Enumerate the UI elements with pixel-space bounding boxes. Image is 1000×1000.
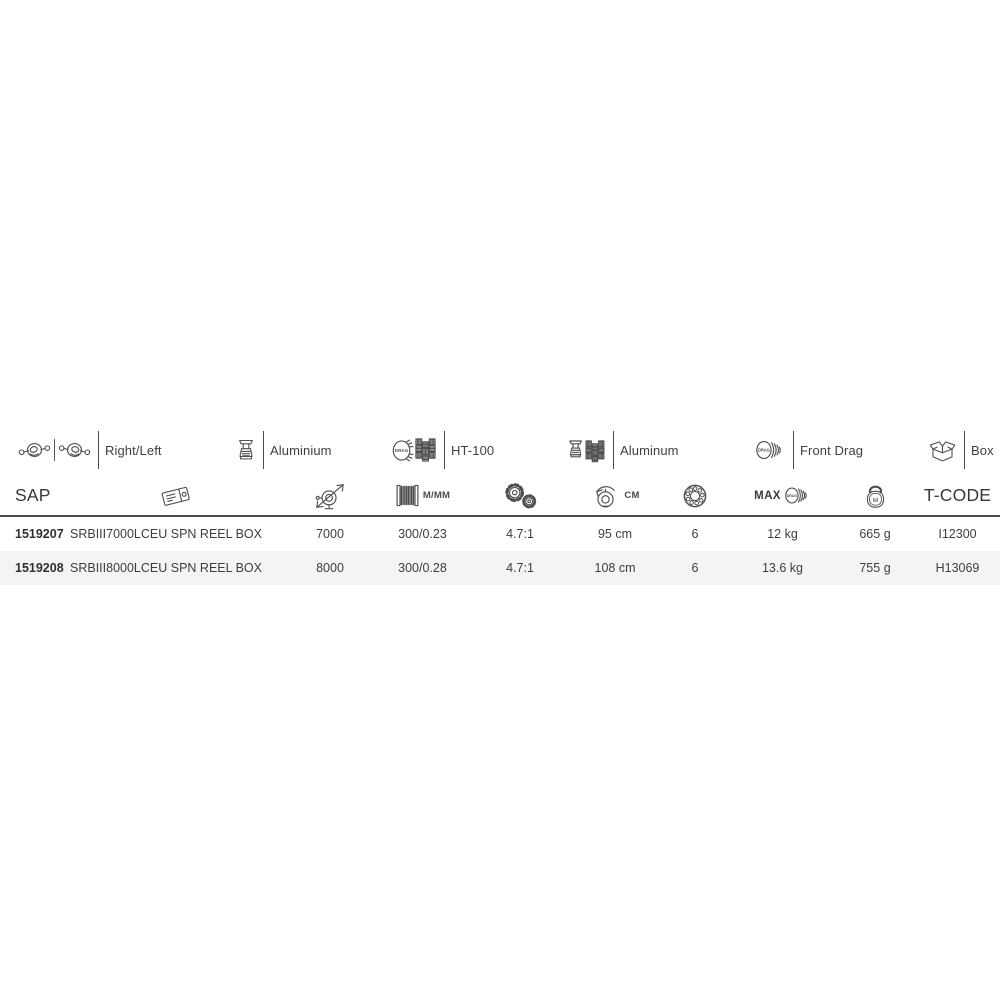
column-header-retrieve bbox=[590, 481, 639, 511]
feature-divider bbox=[964, 431, 965, 469]
capacity-unit-label: M/MM bbox=[422, 490, 451, 501]
cell-sap: 1519207 bbox=[15, 527, 64, 541]
features-bar bbox=[0, 429, 1000, 471]
feature-divider bbox=[98, 431, 99, 469]
svg-text:DRAG: DRAG bbox=[757, 447, 771, 453]
feature-label: Front Drag bbox=[800, 442, 864, 458]
reel-retrieve-icon bbox=[590, 481, 621, 511]
feature-label: Aluminium bbox=[270, 442, 332, 458]
svg-text:(g): (g) bbox=[872, 496, 878, 502]
cell-weight: 755 g bbox=[859, 561, 891, 575]
cell-capacity: 300/0.28 bbox=[398, 561, 447, 575]
feature-label: Aluminum bbox=[620, 442, 679, 458]
max-label: MAX bbox=[754, 489, 781, 502]
feature-divider bbox=[613, 431, 614, 469]
box-icon bbox=[928, 437, 957, 464]
cell-retrieve: 108 cm bbox=[594, 561, 636, 575]
cell-capacity: 300/0.23 bbox=[398, 527, 447, 541]
drag-washer-carbon-icon bbox=[391, 434, 437, 467]
cell-ratio: 4.7:1 bbox=[506, 527, 534, 541]
cell-model: SRBIII7000LCEU SPN REEL BOX bbox=[70, 527, 262, 541]
feature-packaging bbox=[928, 429, 994, 471]
spool-icon bbox=[236, 437, 256, 464]
cell-retrieve: 95 cm bbox=[597, 527, 633, 541]
column-header-tcode: T-CODE bbox=[923, 485, 992, 505]
cell-max-drag: 13.6 kg bbox=[761, 561, 803, 575]
cell-size: 8000 bbox=[316, 561, 344, 575]
cell-weight: 665 g bbox=[859, 527, 891, 541]
feature-label: Right/Left bbox=[105, 442, 162, 458]
column-header-size bbox=[312, 480, 348, 512]
feature-divider bbox=[793, 431, 794, 469]
column-header-sap: SAP bbox=[15, 485, 51, 505]
reel-right-icon bbox=[18, 437, 51, 463]
cell-ratio: 4.7:1 bbox=[506, 561, 534, 575]
table-header bbox=[0, 476, 1000, 517]
feature-spool-material bbox=[236, 429, 332, 471]
column-header-bearings bbox=[683, 484, 707, 508]
column-header-weight bbox=[864, 482, 887, 510]
feature-body-material bbox=[568, 429, 679, 471]
cell-tcode: I12300 bbox=[938, 527, 977, 541]
kettlebell-icon bbox=[864, 482, 887, 510]
cell-sap: 1519208 bbox=[15, 561, 64, 575]
price-tag-icon bbox=[158, 482, 198, 510]
column-header-model bbox=[158, 482, 198, 510]
reel-size-icon bbox=[312, 480, 348, 512]
cell-max-drag: 12 kg bbox=[767, 527, 798, 541]
reel-icon-separator bbox=[54, 439, 55, 461]
feature-divider bbox=[444, 431, 445, 469]
svg-text:DRAG: DRAG bbox=[786, 493, 797, 498]
column-header-max-drag bbox=[754, 485, 811, 506]
feature-drag-type bbox=[755, 429, 863, 471]
table-row bbox=[0, 551, 1000, 585]
drag-knob-icon bbox=[755, 438, 786, 462]
svg-text:DRAG: DRAG bbox=[394, 447, 409, 453]
cell-size: 7000 bbox=[316, 527, 344, 541]
cell-bearings: 6 bbox=[691, 527, 699, 541]
cell-bearings: 6 bbox=[691, 561, 699, 575]
column-header-gear-ratio bbox=[502, 482, 539, 510]
cell-model: SRBIII8000LCEU SPN REEL BOX bbox=[70, 561, 262, 575]
max-drag-knob-icon bbox=[784, 485, 811, 506]
line-spool-icon bbox=[395, 483, 420, 508]
table-row bbox=[0, 517, 1000, 551]
feature-label: Box bbox=[971, 442, 994, 458]
feature-divider bbox=[263, 431, 264, 469]
spool-carbon-icon bbox=[568, 436, 606, 465]
ball-bearing-icon bbox=[683, 484, 707, 508]
gears-icon bbox=[502, 482, 539, 510]
feature-right-left bbox=[18, 429, 162, 471]
feature-drag-system bbox=[391, 429, 494, 471]
retrieve-unit-label: CM bbox=[624, 490, 640, 501]
cell-tcode: H13069 bbox=[935, 561, 980, 575]
feature-label: HT-100 bbox=[451, 442, 495, 458]
column-header-capacity bbox=[395, 483, 450, 508]
reel-left-icon bbox=[58, 437, 91, 463]
